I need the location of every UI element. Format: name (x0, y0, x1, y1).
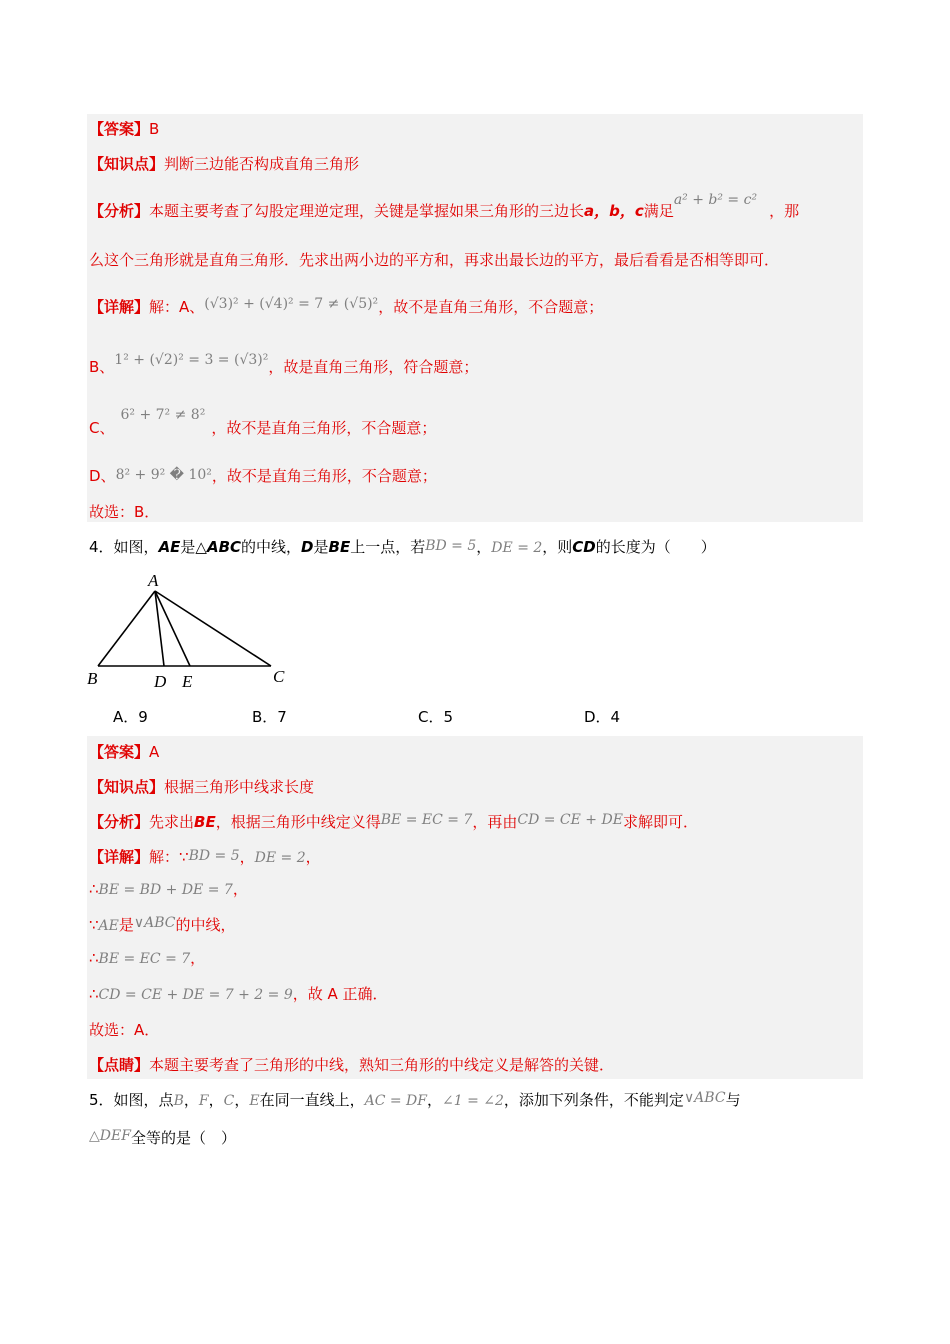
knowledge-tag: 【知识点】 (89, 778, 165, 796)
analysis-text: 本题主要考查了勾股定理逆定理，关键是掌握如果三角形的三边长 (149, 202, 585, 220)
analysis-text: 么这个三角形就是直角三角形．先求出两小边的平方和，再求出最长边的平方，最后看看是否相等即可． (89, 251, 780, 269)
because-symbol: ∵ (89, 916, 99, 934)
therefore-symbol: ∴ (89, 880, 99, 898)
q3-detail-a (89, 297, 603, 318)
q3-answer-line (89, 119, 159, 139)
formula: CD = CE + DE (517, 812, 623, 828)
q4-knowledge-line (89, 777, 314, 797)
formula: ∨ABC (683, 1090, 726, 1106)
analysis-text: ，再由 (472, 813, 518, 831)
formula: BD = 5 (188, 848, 240, 864)
analysis-text: 满足 (643, 202, 674, 220)
answer-value: B (149, 120, 160, 138)
analysis-text: 先求出 (149, 813, 195, 831)
label-b: B (87, 669, 98, 688)
var-f: F (198, 1093, 209, 1109)
label-d: D (154, 672, 167, 691)
formula: 1² + (√2)² = 3 = (√3)² (114, 352, 269, 368)
label-c: C (273, 667, 285, 686)
q4-analysis-line (89, 812, 698, 833)
detail-prefix: C、 (89, 419, 115, 437)
therefore-symbol: ∴ (89, 985, 99, 1003)
q3-solution-box (87, 114, 863, 522)
stem-text: ， (208, 1091, 224, 1109)
q4-detail-5 (89, 984, 388, 1005)
q3-detail-b (89, 352, 479, 378)
detail-text: 解：∵ (149, 848, 189, 866)
var-d: D (301, 538, 314, 556)
q4-detail-1 (89, 847, 321, 868)
stem-text: 是 (313, 538, 329, 556)
analysis-tag: 【分析】 (89, 202, 150, 220)
detail-text: ， (190, 949, 206, 967)
q3-analysis-line-1 (89, 192, 800, 222)
analysis-tag: 【分析】 (89, 813, 150, 831)
detail-text: ， (239, 848, 255, 866)
stem-text: 在同一直线上， (259, 1091, 365, 1109)
triangle-figure (84, 566, 294, 692)
stem-text: ， (427, 1091, 443, 1109)
var-e: E (249, 1093, 260, 1109)
detail-prefix: D、 (89, 467, 116, 485)
knowledge-tag: 【知识点】 (89, 155, 165, 173)
stem-text: ，添加下列条件，不能判定 (503, 1091, 684, 1109)
q5-stem-line-2 (89, 1128, 236, 1149)
var-cd: CD (572, 538, 596, 556)
formula: △DEF (89, 1128, 131, 1144)
detail-tag: 【详解】 (89, 298, 150, 316)
option-c[interactable]: C．5 (418, 708, 454, 726)
q4-detail-3 (89, 915, 236, 936)
stem-text: 的中线， (241, 538, 302, 556)
option-a[interactable]: A．9 (113, 708, 148, 726)
label-a: A (148, 571, 159, 590)
comment-tag: 【点睛】 (89, 1056, 150, 1074)
formula: 6² + 7² ≠ 8² (120, 407, 206, 423)
var-ae: AE (158, 538, 181, 556)
detail-tag: 【详解】 (89, 848, 150, 866)
stem-text: ， (183, 1091, 199, 1109)
knowledge-text: 判断三边能否构成直角三角形 (164, 155, 360, 173)
detail-text: ，故是直角三角形，符合题意； (268, 358, 479, 376)
choose-text: 故选：A． (89, 1021, 160, 1039)
var-be: BE (194, 813, 216, 831)
detail-prefix: 解：A、 (149, 298, 205, 316)
stem-text: 如图， (113, 538, 159, 556)
question-number: 4． (89, 538, 114, 556)
answer-tag: 【答案】 (89, 120, 150, 138)
q4-choose-line (89, 1020, 159, 1040)
formula: AC = DF (364, 1093, 427, 1109)
q3-detail-c (89, 407, 437, 439)
formula: (√3)² + (√4)² = 7 ≠ (√5)² (204, 296, 379, 312)
question-number: 5． (89, 1091, 114, 1109)
q4-stem (89, 537, 716, 558)
analysis-vars: a，b，c (584, 202, 644, 220)
stem-text: 是△ (180, 538, 207, 556)
formula: ∨ABC (133, 915, 176, 931)
formula: AE (98, 918, 119, 934)
formula: DE = 2 (254, 850, 306, 866)
detail-text: ，故 A 正确． (292, 985, 388, 1003)
detail-text: ，故不是直角三角形，不合题意； (378, 298, 604, 316)
q4-comment-line (89, 1055, 614, 1075)
q4-detail-2 (89, 879, 248, 900)
analysis-text: ，根据三角形中线定义得 (215, 813, 381, 831)
detail-prefix: B、 (89, 358, 115, 376)
comment-text: 本题主要考查了三角形的中线，熟知三角形的中线定义是解答的关键． (149, 1056, 615, 1074)
var-be: BE (328, 538, 351, 556)
answer-value: A (149, 743, 160, 761)
knowledge-text: 根据三角形中线求长度 (164, 778, 315, 796)
formula: CD = CE + DE = 7 + 2 = 9 (98, 987, 293, 1003)
var-b: B (173, 1093, 184, 1109)
formula: BD = 5 (425, 538, 477, 554)
formula: BE = EC = 7 (380, 812, 473, 828)
stem-text: 与 (725, 1091, 741, 1109)
detail-text: ，故不是直角三角形，不合题意； (211, 467, 437, 485)
q5-stem-line-1 (89, 1090, 741, 1111)
choose-text: 故选：B． (89, 503, 160, 521)
stem-text: ， (476, 538, 492, 556)
analysis-text: 求解即可． (622, 813, 698, 831)
pythagorean-formula: a² + b² = c² (673, 192, 758, 208)
q4-detail-4 (89, 948, 205, 969)
stem-text: ，则 (542, 538, 573, 556)
var-abc: ABC (206, 538, 242, 556)
formula: 8² + 9² � 10² (115, 467, 212, 483)
stem-text: 的长度为（ ） (595, 538, 716, 556)
segment-ab (98, 591, 155, 666)
therefore-symbol: ∴ (89, 949, 99, 967)
stem-text: 上一点，若 (350, 538, 426, 556)
q3-analysis-line-2 (89, 250, 779, 270)
q3-choose-line (89, 502, 159, 522)
stem-text: ， (234, 1091, 250, 1109)
detail-text: 是 (118, 916, 134, 934)
q3-detail-d (89, 466, 437, 487)
detail-text: ， (305, 848, 321, 866)
answer-tag: 【答案】 (89, 743, 150, 761)
formula: DE = 2 (491, 540, 543, 556)
label-e: E (182, 672, 193, 691)
q3-knowledge-line (89, 154, 359, 174)
formula: BE = EC = 7 (98, 951, 191, 967)
formula: ∠1 = ∠2 (442, 1093, 504, 1109)
option-d[interactable]: D．4 (584, 708, 621, 726)
analysis-text: ，那 (769, 202, 800, 220)
formula: BE = BD + DE = 7 (98, 882, 233, 898)
detail-text: ，故不是直角三角形，不合题意； (211, 419, 437, 437)
stem-text: 全等的是（ ） (130, 1129, 236, 1147)
option-b[interactable]: B．7 (252, 708, 287, 726)
q4-answer-line (89, 742, 159, 762)
detail-text: ， (232, 880, 248, 898)
detail-text: 的中线， (175, 916, 236, 934)
stem-text: 如图，点 (113, 1091, 174, 1109)
var-c: C (223, 1093, 235, 1109)
